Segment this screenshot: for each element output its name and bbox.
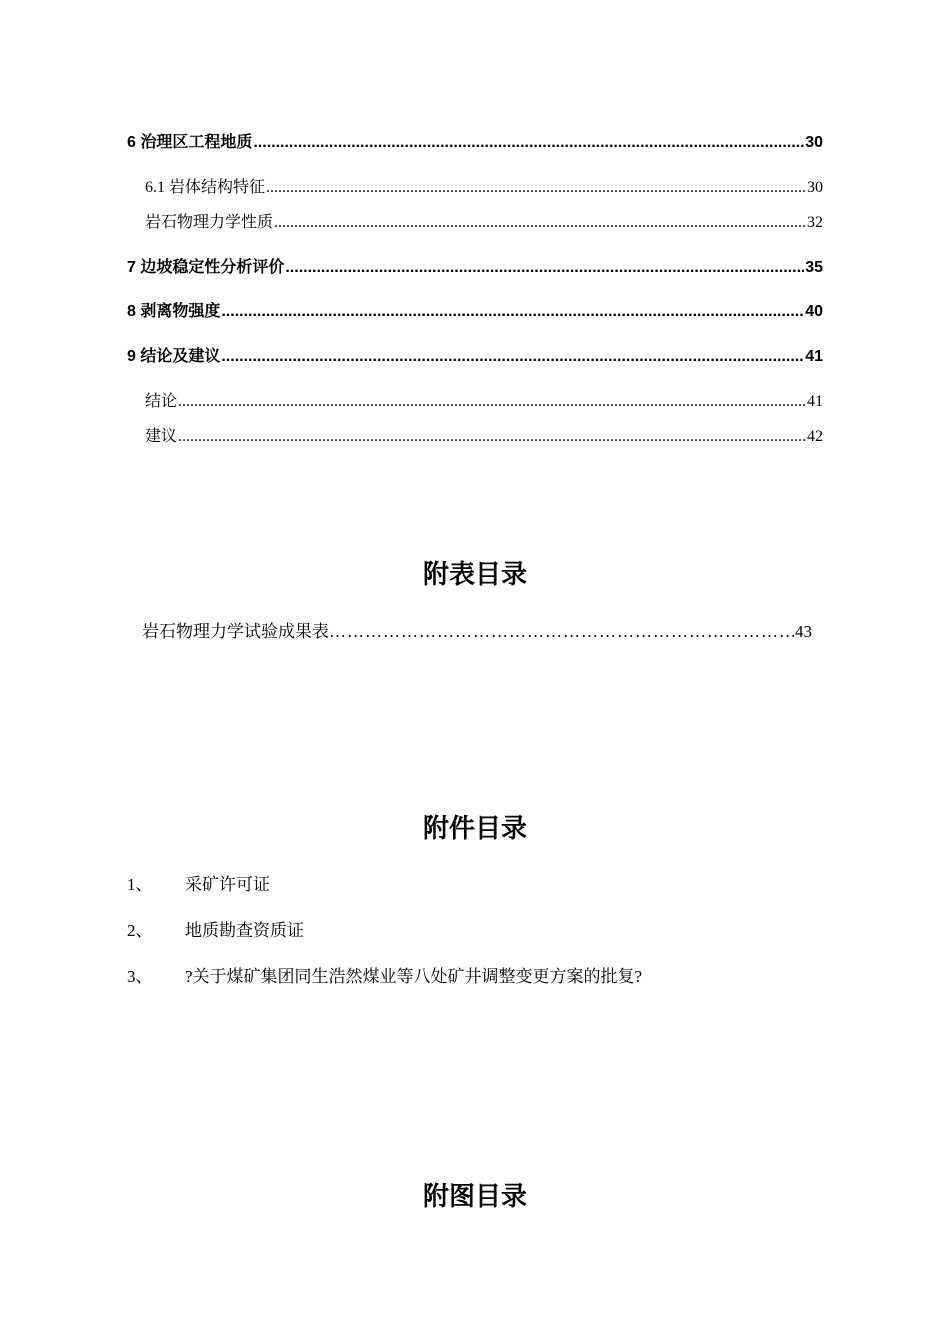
attachment-number: 1、 bbox=[127, 875, 153, 894]
toc-leader-dots bbox=[266, 179, 806, 197]
toc-leader-dots bbox=[285, 259, 804, 277]
toc-entry-8[interactable] bbox=[127, 298, 823, 321]
attachment-label: 地质勘查资质证 bbox=[185, 921, 304, 940]
toc-page-number: 30 bbox=[807, 179, 823, 196]
toc-leader-dots bbox=[253, 134, 804, 152]
toc-entry-suggestion[interactable] bbox=[145, 423, 823, 446]
attachment-number: 3、 bbox=[127, 967, 153, 986]
attachment-item bbox=[127, 870, 270, 895]
toc-page-number: 41 bbox=[807, 393, 823, 410]
toc-entry-label: 8 剥离物强度 bbox=[127, 303, 221, 320]
toc-leader-dots bbox=[178, 428, 806, 446]
attachment-item bbox=[127, 916, 304, 941]
toc-leader-dots bbox=[178, 393, 806, 411]
appendix-tables-heading: 附表目录 bbox=[422, 560, 527, 590]
toc-page-number: 32 bbox=[807, 214, 823, 231]
toc-entry-label: 结论 bbox=[145, 393, 178, 410]
appendix-table-entry[interactable] bbox=[142, 617, 812, 642]
toc-page-number: 41 bbox=[805, 348, 823, 365]
appendix-table-page: 43 bbox=[795, 622, 812, 641]
toc-entry-rock-properties[interactable] bbox=[145, 209, 823, 232]
toc-entry-label: 建议 bbox=[145, 428, 178, 445]
attachments-heading: 附件目录 bbox=[422, 814, 527, 844]
toc-page-number: 42 bbox=[807, 428, 823, 445]
toc-page-number: 40 bbox=[805, 303, 823, 320]
toc-page-number: 30 bbox=[805, 134, 823, 151]
toc-leader-dots bbox=[221, 303, 804, 321]
toc-entry-label: 6.1 岩体结构特征 bbox=[145, 179, 266, 196]
toc-entry-label: 7 边坡稳定性分析评价 bbox=[127, 259, 285, 276]
appendix-leader-dots bbox=[329, 622, 795, 642]
attachment-number: 2、 bbox=[127, 921, 153, 940]
appendix-figures-heading: 附图目录 bbox=[422, 1182, 527, 1212]
attachment-item bbox=[127, 962, 642, 987]
toc-entry-6-1[interactable] bbox=[145, 174, 823, 197]
toc-entry-conclusion[interactable] bbox=[145, 388, 823, 411]
toc-page-number: 35 bbox=[805, 259, 823, 276]
toc-entry-9[interactable] bbox=[127, 343, 823, 366]
attachment-label: ?关于煤矿集团同生浩然煤业等八处矿井调整变更方案的批复? bbox=[185, 967, 643, 986]
toc-leader-dots bbox=[274, 214, 806, 232]
toc-entry-7[interactable] bbox=[127, 254, 823, 277]
attachment-label: 采矿许可证 bbox=[185, 875, 270, 894]
appendix-table-label: 岩石物理力学试验成果表 bbox=[142, 622, 329, 641]
toc-entry-label: 岩石物理力学性质 bbox=[145, 214, 274, 231]
toc-entry-6[interactable] bbox=[127, 129, 823, 152]
toc-entry-label: 6 治理区工程地质 bbox=[127, 134, 253, 151]
toc-entry-label: 9 结论及建议 bbox=[127, 348, 221, 365]
toc-leader-dots bbox=[221, 348, 804, 366]
